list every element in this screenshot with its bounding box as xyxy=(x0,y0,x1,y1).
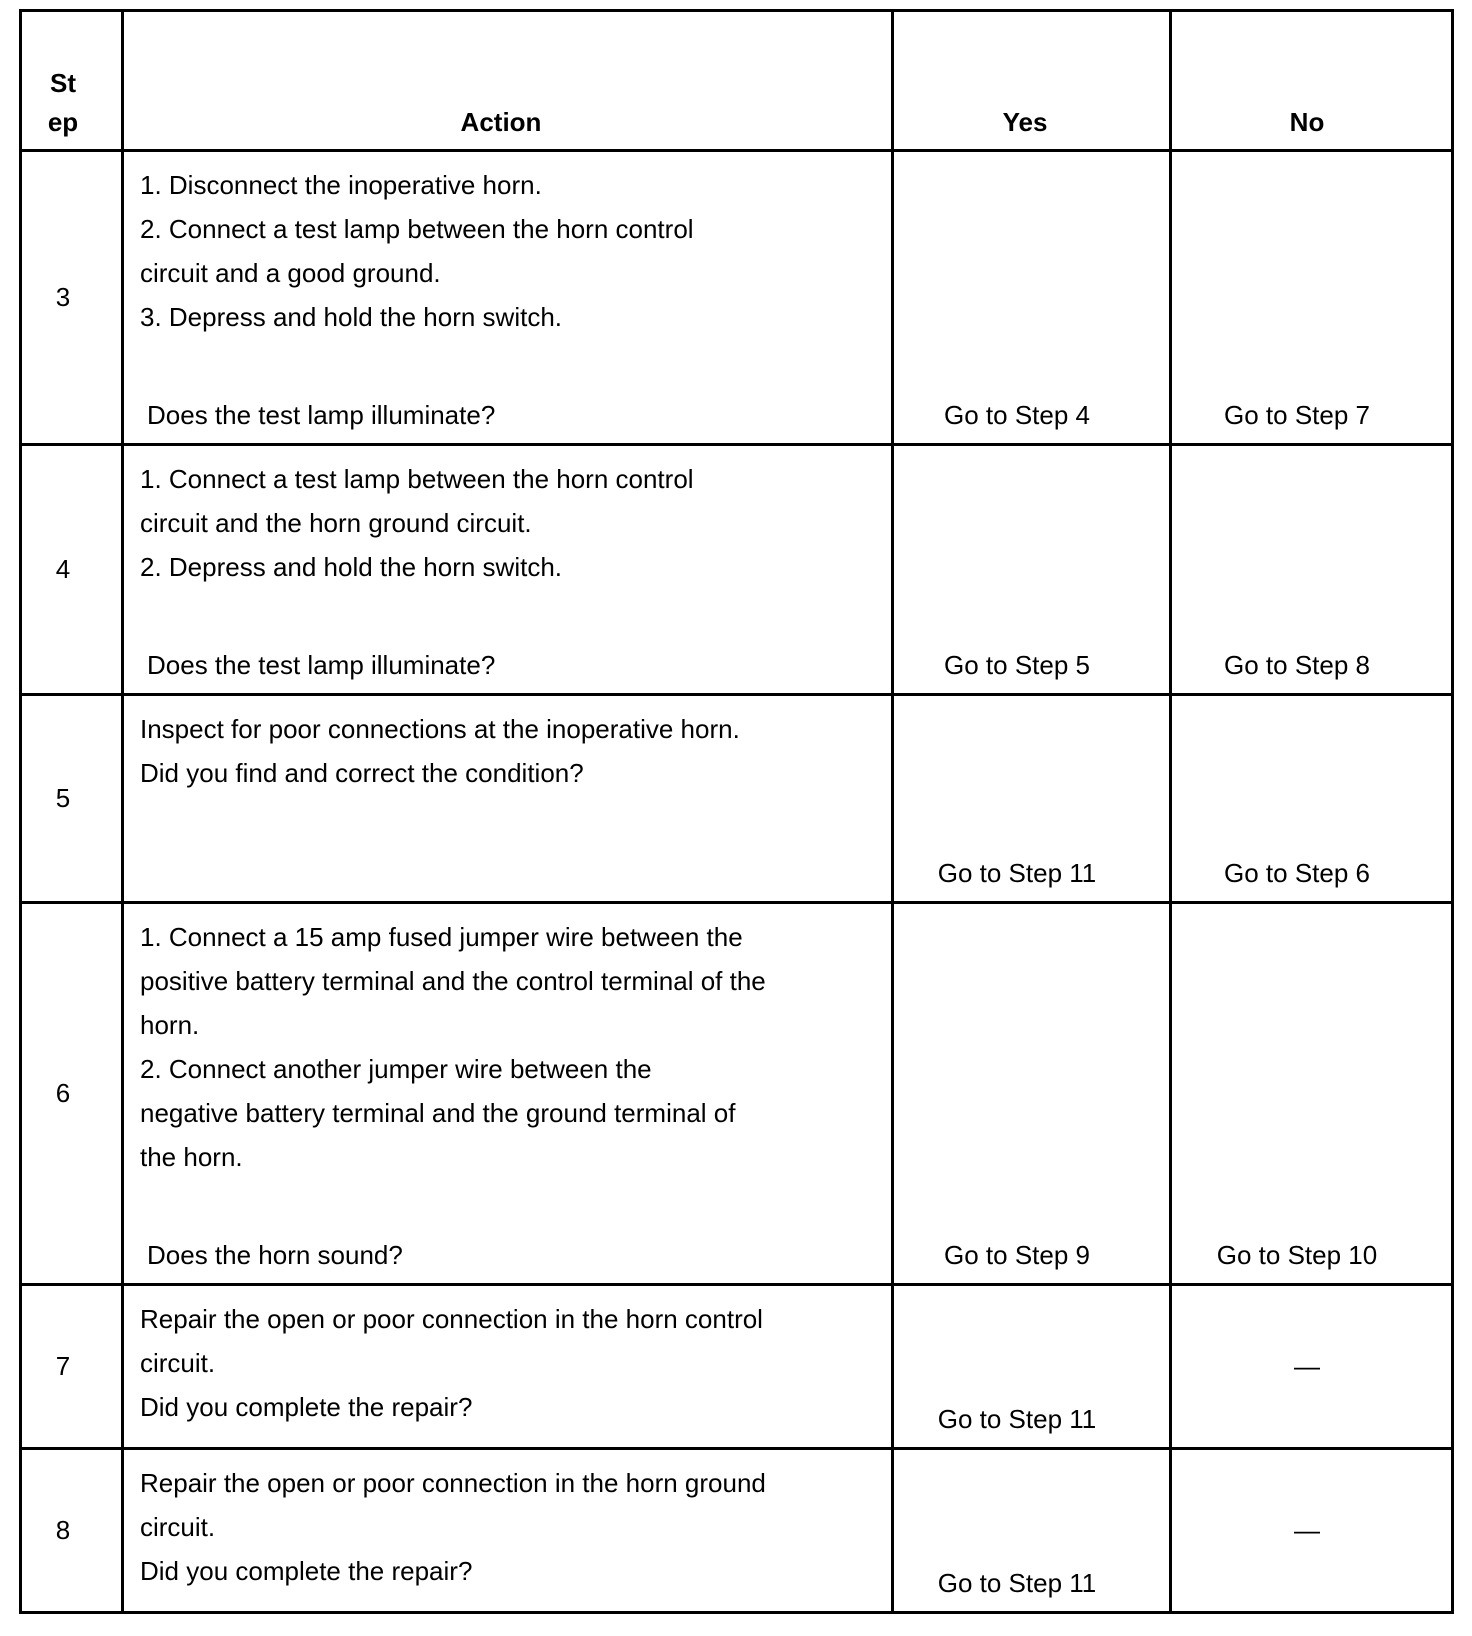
row-rule xyxy=(19,9,1454,12)
action-text: 1. Connect a 15 amp fused jumper wire between the xyxy=(140,922,743,952)
action-text: the horn. xyxy=(140,1142,243,1172)
no-result: Go to Step 6 xyxy=(1224,858,1370,888)
yes-result: Go to Step 9 xyxy=(944,1240,1090,1270)
row-rule xyxy=(19,693,1454,696)
header-yes: Yes xyxy=(1002,107,1048,137)
action-text: Did you complete the repair? xyxy=(140,1556,473,1586)
row-rule xyxy=(19,901,1454,904)
row-rule xyxy=(19,149,1454,152)
action-text: Repair the open or poor connection in the horn control xyxy=(140,1304,763,1334)
no-result: Go to Step 7 xyxy=(1224,400,1370,430)
action-text: horn. xyxy=(140,1010,200,1040)
action-text: circuit and the horn ground circuit. xyxy=(140,508,532,538)
no-result: — xyxy=(1294,1351,1320,1381)
action-question: Does the test lamp illuminate? xyxy=(147,650,496,680)
action-text: 1. Connect a test lamp between the horn control xyxy=(140,464,694,494)
yes-result: Go to Step 11 xyxy=(937,858,1097,888)
row-rule xyxy=(19,1283,1454,1286)
action-text: Repair the open or poor connection in the horn ground xyxy=(140,1468,766,1498)
column-rule xyxy=(1169,9,1172,1614)
row-rule xyxy=(19,443,1454,446)
yes-result: Go to Step 11 xyxy=(937,1404,1097,1434)
header-no: No xyxy=(1289,107,1325,137)
action-text: 1. Disconnect the inoperative horn. xyxy=(140,170,542,200)
action-text: 2. Connect a test lamp between the horn control xyxy=(140,214,694,244)
header-step: ep xyxy=(47,107,79,137)
action-text: circuit. xyxy=(140,1348,216,1378)
header-action: Action xyxy=(460,107,542,137)
column-rule xyxy=(121,9,124,1614)
yes-result: Go to Step 11 xyxy=(937,1568,1097,1598)
no-result: — xyxy=(1294,1515,1320,1545)
action-question: Does the test lamp illuminate? xyxy=(147,400,496,430)
header-step: St xyxy=(50,68,76,98)
step-number: 3 xyxy=(55,282,71,312)
no-result: Go to Step 10 xyxy=(1216,1240,1378,1270)
action-text: 3. Depress and hold the horn switch. xyxy=(140,302,563,332)
row-rule xyxy=(19,1611,1454,1614)
action-question: Does the horn sound? xyxy=(147,1240,403,1270)
action-text: circuit and a good ground. xyxy=(140,258,441,288)
column-rule xyxy=(891,9,894,1614)
action-text: Inspect for poor connections at the inoperative horn. xyxy=(140,714,740,744)
step-number: 7 xyxy=(55,1351,71,1381)
step-number: 5 xyxy=(55,783,71,813)
action-text: Did you find and correct the condition? xyxy=(140,758,584,788)
action-text: 2. Connect another jumper wire between the xyxy=(140,1054,652,1084)
step-number: 6 xyxy=(55,1078,71,1108)
action-text: positive battery terminal and the control terminal of the xyxy=(140,966,766,996)
action-text: circuit. xyxy=(140,1512,216,1542)
yes-result: Go to Step 4 xyxy=(944,400,1090,430)
no-result: Go to Step 8 xyxy=(1224,650,1370,680)
action-text: negative battery terminal and the ground terminal of xyxy=(140,1098,736,1128)
yes-result: Go to Step 5 xyxy=(944,650,1090,680)
column-rule xyxy=(1451,9,1454,1614)
action-text: Did you complete the repair? xyxy=(140,1392,473,1422)
step-number: 8 xyxy=(55,1515,71,1545)
column-rule xyxy=(19,9,22,1614)
action-text: 2. Depress and hold the horn switch. xyxy=(140,552,563,582)
row-rule xyxy=(19,1447,1454,1450)
step-number: 4 xyxy=(55,554,71,584)
